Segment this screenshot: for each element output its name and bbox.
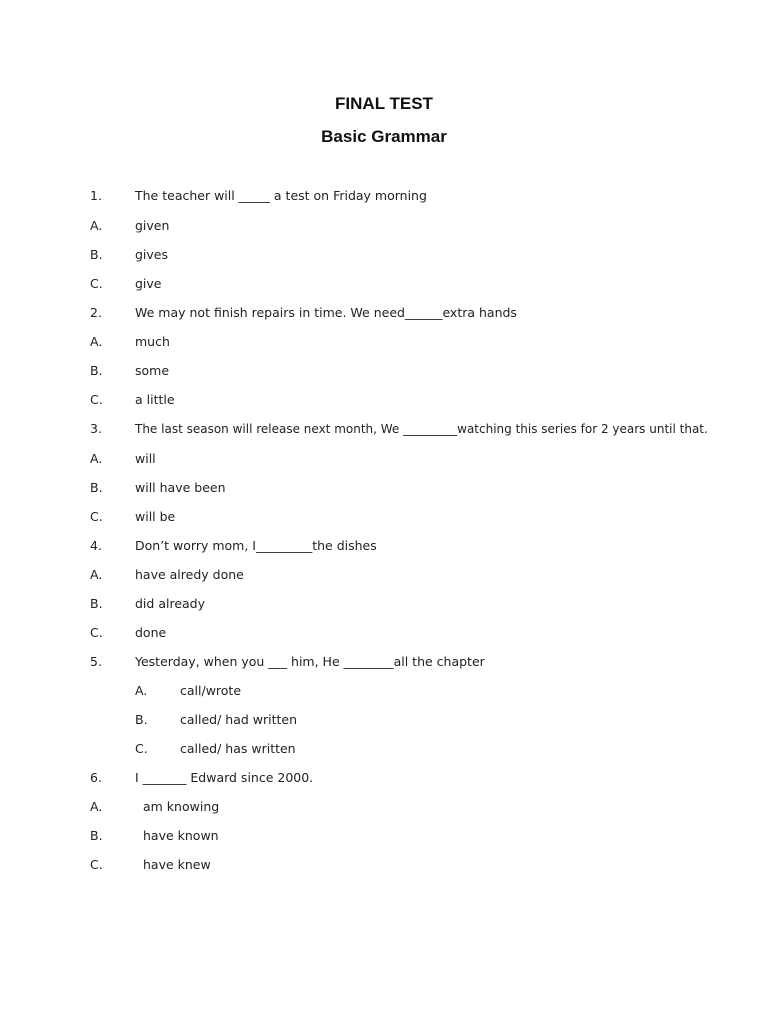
option-3b	[0, 479, 768, 497]
option-4a	[0, 566, 768, 584]
option-text: done	[135, 625, 167, 640]
option-text: some	[135, 363, 170, 378]
question-3	[0, 420, 768, 438]
question-4	[0, 537, 768, 555]
option-label: A.	[90, 334, 103, 349]
option-text: called/ has written	[180, 741, 296, 756]
option-label: B.	[90, 363, 103, 378]
option-label: A.	[90, 218, 103, 233]
question-number: 5.	[90, 654, 102, 669]
option-label: A.	[90, 451, 103, 466]
option-2a	[0, 333, 768, 351]
page-title: FINAL TEST	[335, 94, 433, 113]
option-label: B.	[90, 828, 103, 843]
option-text: gives	[135, 247, 169, 262]
option-3a	[0, 450, 768, 468]
question-number: 2.	[90, 305, 102, 320]
option-text: call/wrote	[180, 683, 242, 698]
option-label: C.	[90, 625, 103, 640]
option-text: did already	[135, 596, 205, 611]
option-1b	[0, 246, 768, 264]
option-label: C.	[90, 509, 103, 524]
option-text: will have been	[135, 480, 226, 495]
option-label: C.	[135, 741, 148, 756]
option-text: have known	[143, 828, 219, 843]
option-label: A.	[135, 683, 148, 698]
option-4c	[0, 624, 768, 642]
option-6c	[0, 856, 768, 874]
question-number: 1.	[90, 188, 102, 203]
question-text: The teacher will _____ a test on Friday morning	[135, 188, 427, 203]
question-text: We may not finish repairs in time. We need______extra hands	[135, 305, 517, 320]
option-text: will	[135, 451, 156, 466]
question-number: 6.	[90, 770, 102, 785]
option-1c	[0, 275, 768, 293]
question-5	[0, 653, 768, 671]
option-2b	[0, 362, 768, 380]
option-2c	[0, 391, 768, 409]
question-2	[0, 304, 768, 322]
option-label: B.	[90, 596, 103, 611]
option-5c	[0, 740, 768, 758]
option-4b	[0, 595, 768, 613]
question-1	[0, 187, 768, 205]
option-text: give	[135, 276, 162, 291]
option-label: C.	[90, 276, 103, 291]
option-6b	[0, 827, 768, 845]
question-text: The last season will release next month, We _________watching this series for 2 years until that.	[135, 422, 708, 436]
option-label: A.	[90, 799, 103, 814]
question-text: I _______ Edward since 2000.	[135, 770, 314, 785]
option-label: B.	[90, 247, 103, 262]
question-number: 4.	[90, 538, 102, 553]
option-label: C.	[90, 392, 103, 407]
option-5a	[0, 682, 768, 700]
question-number: 3.	[90, 421, 102, 436]
page-subtitle: Basic Grammar	[321, 127, 447, 146]
question-6	[0, 769, 768, 787]
option-text: will be	[135, 509, 176, 524]
option-text: am knowing	[143, 799, 220, 814]
option-5b	[0, 711, 768, 729]
option-text: a little	[135, 392, 175, 407]
option-6a	[0, 798, 768, 816]
option-text: much	[135, 334, 170, 349]
option-3c	[0, 508, 768, 526]
question-text: Yesterday, when you ___ him, He ________all the chapter	[135, 654, 485, 669]
question-text: Don’t worry mom, I_________the dishes	[135, 538, 377, 553]
option-label: B.	[135, 712, 148, 727]
option-1a	[0, 217, 768, 235]
option-text: given	[135, 218, 170, 233]
option-label: A.	[90, 567, 103, 582]
option-label: B.	[90, 480, 103, 495]
option-label: C.	[90, 857, 103, 872]
option-text: have alredy done	[135, 567, 244, 582]
option-text: called/ had written	[180, 712, 298, 727]
option-text: have knew	[143, 857, 211, 872]
